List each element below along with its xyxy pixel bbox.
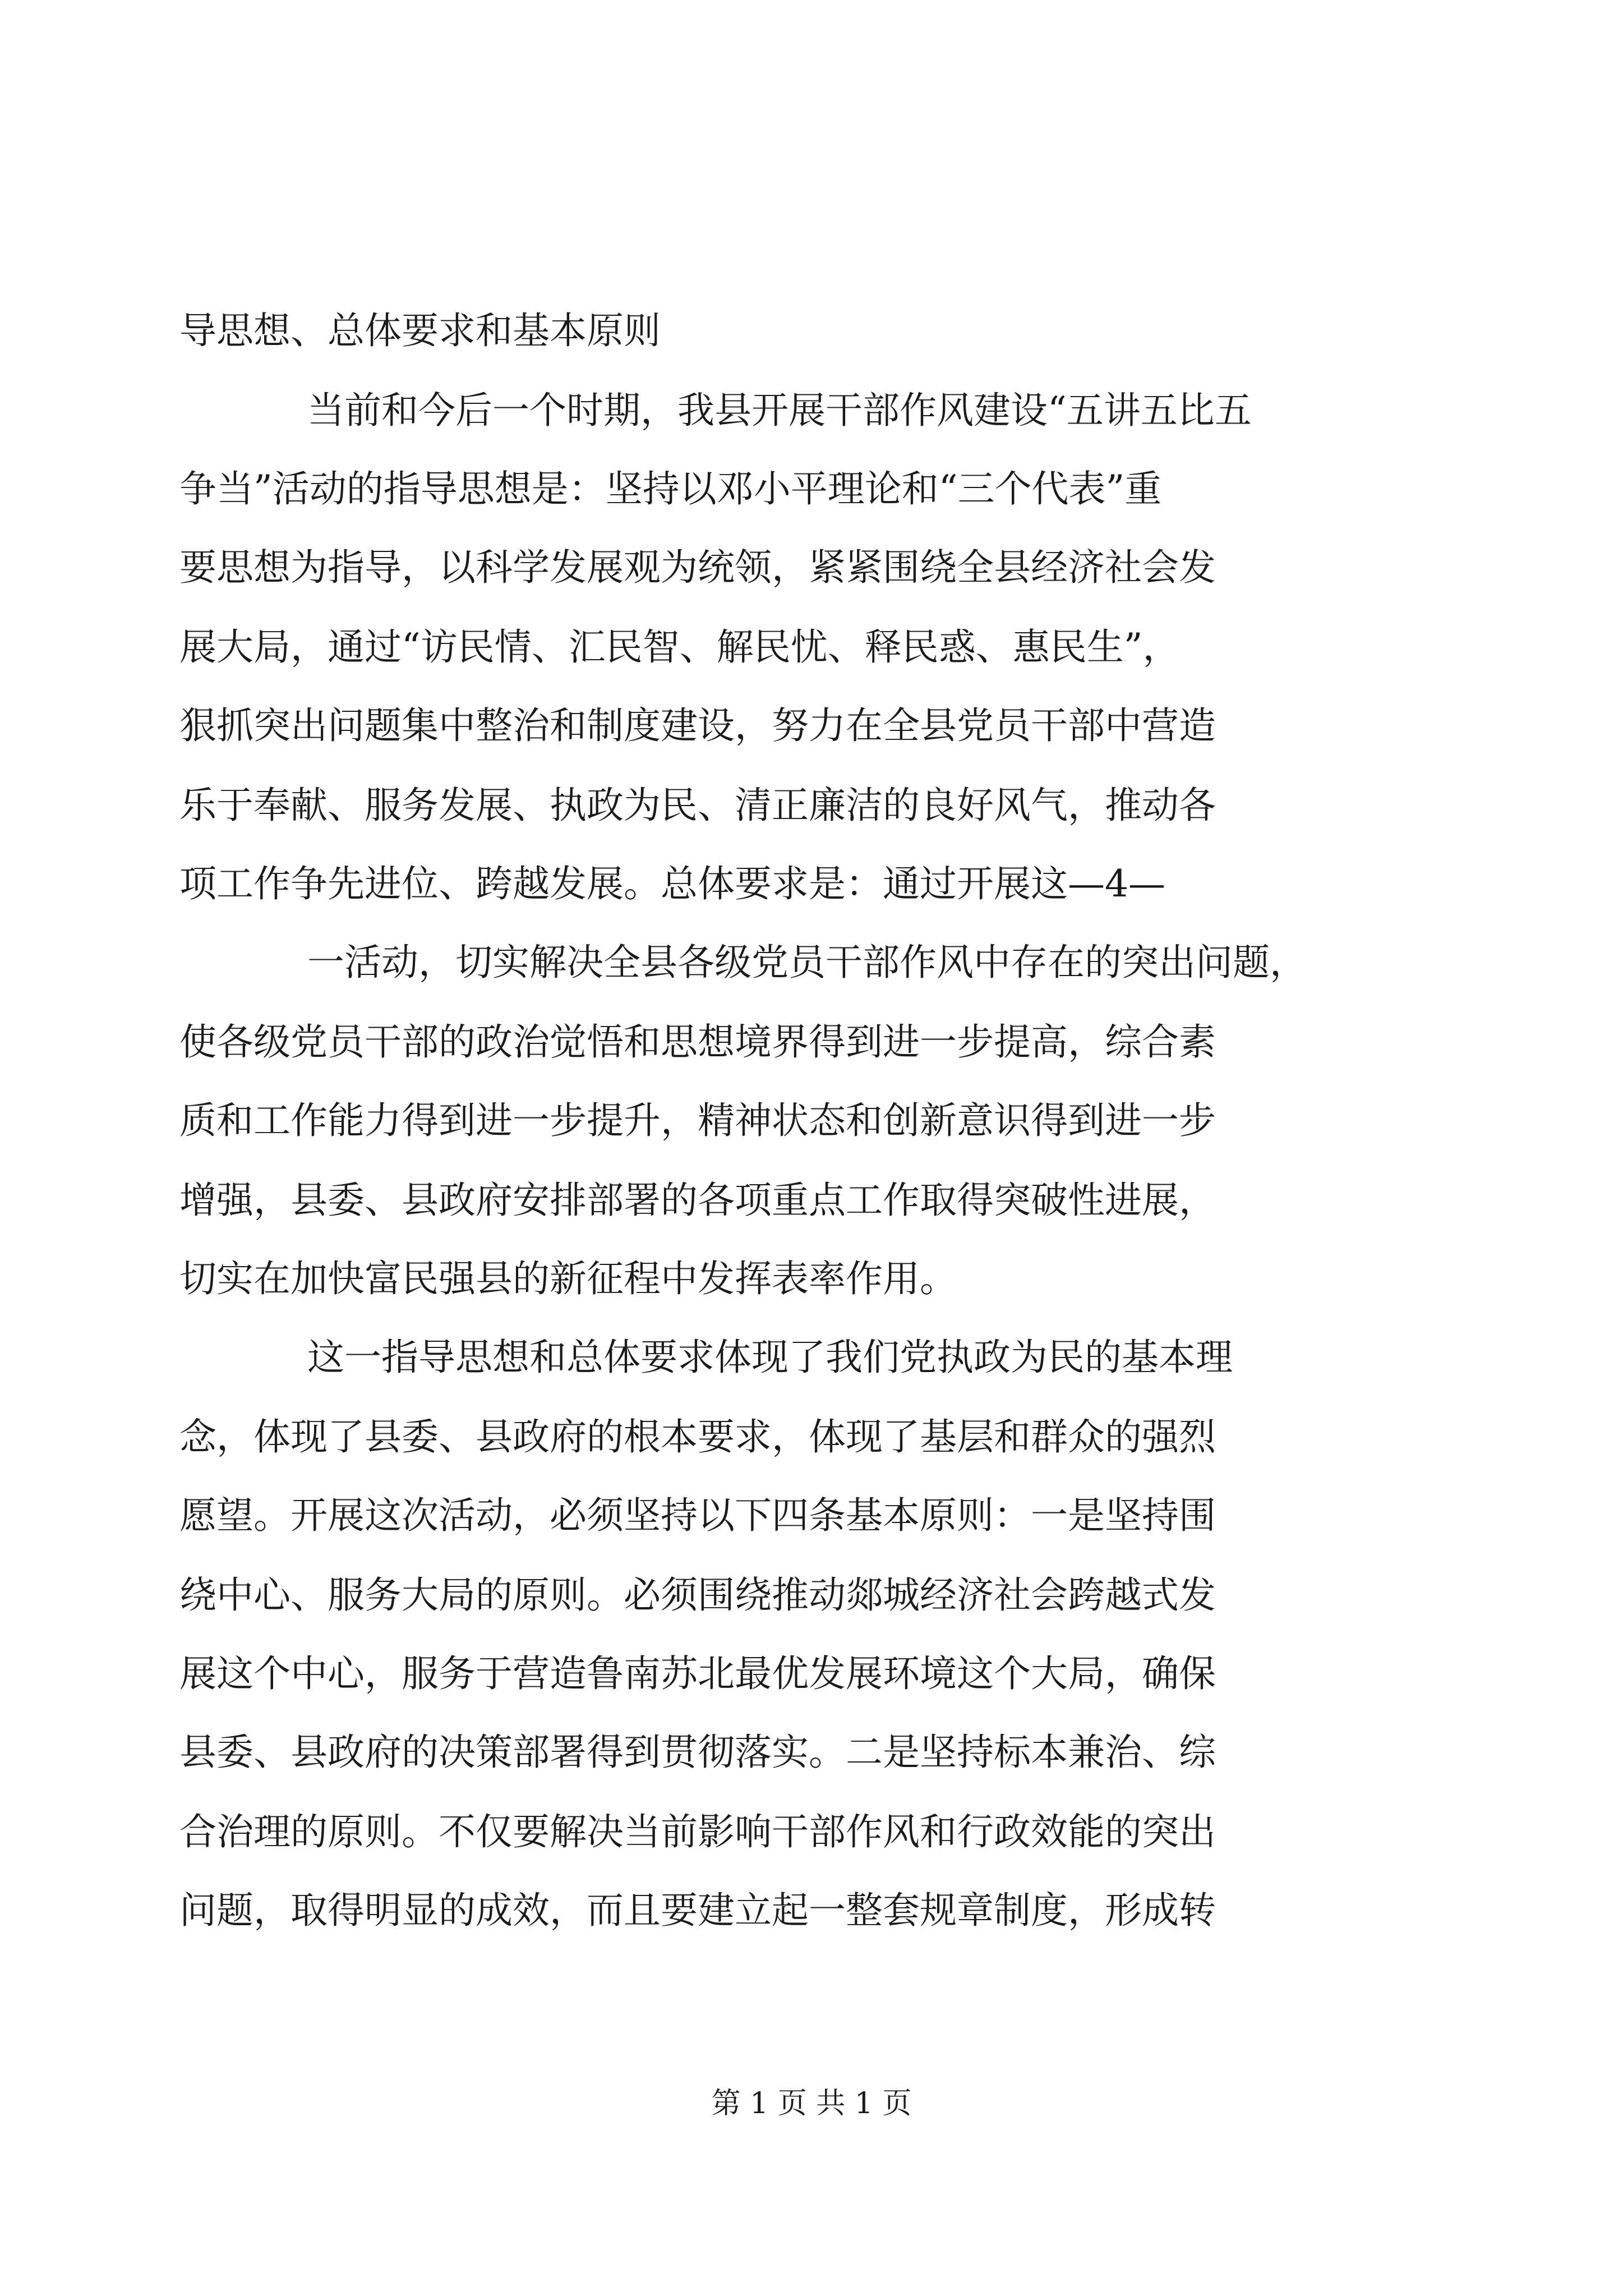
text-line-4: 要思想为指导，以科学发展观为统领，紧紧围绕全县经济社会发 — [179, 546, 1216, 589]
text-line-15: 念，体现了县委、县政府的根本要求，体现了基层和群众的强烈 — [179, 1415, 1216, 1458]
text-line-16: 愿望。开展这次活动，必须坚持以下四条基本原则：一是坚持围 — [179, 1494, 1216, 1537]
text-line-11: 质和工作能力得到进一步提升，精神状态和创新意识得到进一步 — [179, 1099, 1216, 1142]
text-line-1: 导思想、总体要求和基本原则 — [179, 309, 661, 352]
text-line-12: 增强，县委、县政府安排部署的各项重点工作取得突破性进展， — [179, 1179, 1216, 1222]
text-line-3: 争当”活动的指导思想是：坚持以邓小平理论和“三个代表”重 — [179, 467, 1162, 510]
text-line-21: 问题，取得明显的成效，而且要建立起一整套规章制度，形成转 — [179, 1889, 1216, 1932]
text-line-18: 展这个中心，服务于营造鲁南苏北最优发展环境这个大局，确保 — [179, 1652, 1216, 1695]
text-line-7: 乐于奉献、服务发展、执政为民、清正廉洁的良好风气，推动各 — [179, 784, 1216, 827]
text-line-10: 使各级党员干部的政治觉悟和思想境界得到进一步提高，综合素 — [179, 1020, 1216, 1064]
text-line-9: 一活动，切实解决全县各级党员干部作风中存在的突出问题， — [307, 941, 1307, 984]
text-line-2: 当前和今后一个时期，我县开展干部作风建设“五讲五比五 — [307, 389, 1252, 432]
text-line-17: 绕中心、服务大局的原则。必须围绕推动郯城经济社会跨越式发 — [179, 1573, 1216, 1617]
text-line-19: 县委、县政府的决策部署得到贯彻落实。二是坚持标本兼治、综 — [179, 1731, 1216, 1774]
page-footer: 第 1 页 共 1 页 — [711, 2087, 912, 2120]
text-line-14: 这一指导思想和总体要求体现了我们党执政为民的基本理 — [307, 1336, 1233, 1379]
text-line-8: 项工作争先进位、跨越发展。总体要求是：通过开展这—4— — [179, 862, 1165, 905]
text-line-5: 展大局，通过“访民情、汇民智、解民忧、释民惑、惠民生”， — [179, 625, 1180, 669]
text-line-13: 切实在加快富民强县的新征程中发挥表率作用。 — [179, 1257, 957, 1300]
text-line-6: 狠抓突出问题集中整治和制度建设，努力在全县党员干部中营造 — [179, 704, 1216, 747]
text-line-20: 合治理的原则。不仅要解决当前影响干部作风和行政效能的突出 — [179, 1810, 1216, 1853]
